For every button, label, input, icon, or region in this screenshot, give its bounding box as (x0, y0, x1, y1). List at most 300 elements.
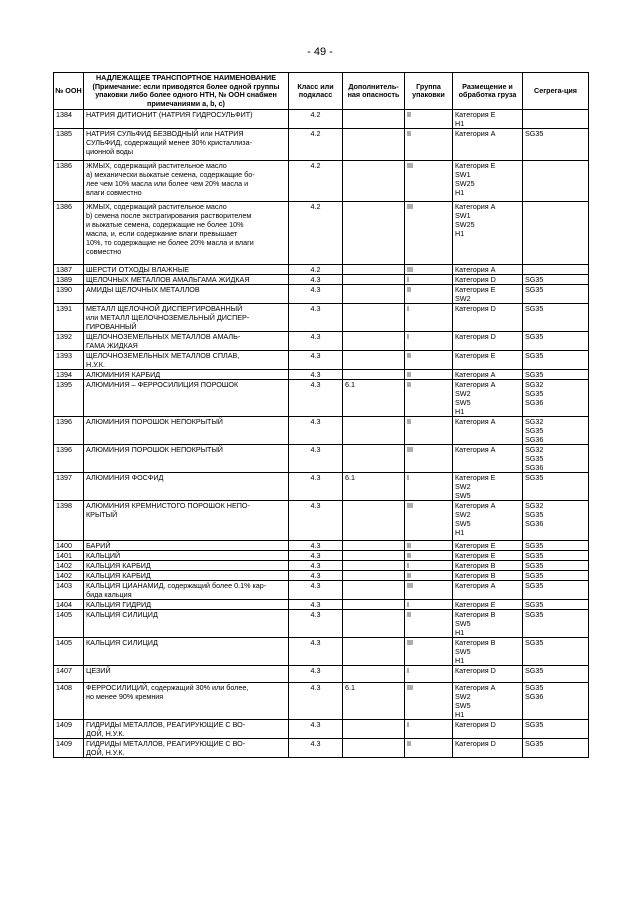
table-row (54, 581, 589, 600)
un-number-cell: 1387 (54, 265, 84, 275)
shipping-name-cell-line: a) механически выжатые семена, содержащие бо- (86, 170, 255, 180)
stowage-cell-line: SW2 (455, 510, 471, 520)
shipping-name-cell (84, 501, 289, 541)
header-subsidiary-risk: Дополнитель-ная опасность (343, 73, 405, 110)
segregation-cell (523, 417, 589, 445)
shipping-name-cell-line: ЖМЫХ, содержащий растительное масло (86, 161, 227, 171)
un-number-cell: 1390 (54, 285, 84, 304)
subsidiary-risk-cell (343, 600, 405, 610)
shipping-name-cell-line: КАЛЬЦИЙ (86, 551, 121, 561)
segregation-cell-line: SG35 (525, 332, 544, 342)
shipping-name-cell-line: АМИДЫ ЩЕЛОЧНЫХ МЕТАЛЛОВ (86, 285, 200, 295)
stowage-cell-line: Категория B (455, 571, 496, 581)
subsidiary-risk-cell (343, 265, 405, 275)
segregation-cell-line: SG35 (525, 129, 544, 139)
table-row (54, 541, 589, 551)
shipping-name-cell-line: Н.У.К. (86, 360, 105, 370)
segregation-cell-line: SG35 (525, 683, 544, 693)
packing-group-cell: II (405, 380, 453, 417)
un-number-cell: 1393 (54, 351, 84, 370)
class-cell: 4.3 (289, 551, 343, 561)
class-cell: 4.2 (289, 265, 343, 275)
header-stowage: Размещение и обработка груза (453, 73, 523, 110)
stowage-cell (453, 275, 523, 285)
un-number-cell: 1394 (54, 370, 84, 380)
packing-group-cell: I (405, 275, 453, 285)
packing-group-cell: II (405, 417, 453, 445)
shipping-name-cell (84, 285, 289, 304)
shipping-name-cell-line: СУЛЬФИД, содержащий менее 30% кристаллиза- (86, 138, 252, 148)
stowage-cell-line: Категория E (455, 161, 496, 171)
stowage-cell-line: Категория D (455, 332, 496, 342)
un-number-cell: 1396 (54, 417, 84, 445)
class-cell: 4.3 (289, 370, 343, 380)
table-row (54, 304, 589, 332)
subsidiary-risk-cell (343, 581, 405, 600)
stowage-cell (453, 161, 523, 202)
stowage-cell-line: Категория E (455, 110, 496, 120)
stowage-cell (453, 541, 523, 551)
stowage-cell (453, 473, 523, 501)
shipping-name-cell (84, 551, 289, 561)
table-row (54, 551, 589, 561)
header-segregation: Сегрега-ция (523, 73, 589, 110)
class-cell: 4.3 (289, 473, 343, 501)
stowage-cell-line: H1 (455, 528, 465, 538)
shipping-name-cell-line: КАЛЬЦИЯ КАРБИД (86, 561, 151, 571)
un-number-cell: 1400 (54, 541, 84, 551)
table-row (54, 571, 589, 581)
packing-group-cell: II (405, 351, 453, 370)
subsidiary-risk-cell (343, 541, 405, 551)
stowage-cell-line: Категория D (455, 720, 496, 730)
segregation-cell (523, 161, 589, 202)
un-number-cell: 1386 (54, 161, 84, 202)
segregation-cell (523, 541, 589, 551)
stowage-cell-line: SW5 (455, 398, 471, 408)
shipping-name-cell (84, 561, 289, 571)
segregation-cell-line: SG35 (525, 666, 544, 676)
stowage-cell (453, 285, 523, 304)
stowage-cell-line: SW5 (455, 647, 471, 657)
packing-group-cell: II (405, 541, 453, 551)
table-body (54, 110, 589, 758)
shipping-name-cell-line: и выжатые семена, содержащие не более 10% (86, 220, 244, 230)
table-row (54, 561, 589, 571)
stowage-cell-line: Категория D (455, 666, 496, 676)
subsidiary-risk-cell (343, 351, 405, 370)
shipping-name-cell-line: НАТРИЯ ДИТИОНИТ (НАТРИЯ ГИДРОСУЛЬФИТ) (86, 110, 253, 120)
shipping-name-cell-line: АЛЮМИНИЯ ПОРОШОК НЕПОКРЫТЫЙ (86, 417, 223, 427)
table-row (54, 285, 589, 304)
un-number-cell: 1392 (54, 332, 84, 351)
stowage-cell (453, 129, 523, 161)
subsidiary-risk-cell (343, 445, 405, 473)
segregation-cell (523, 551, 589, 561)
table-row (54, 161, 589, 202)
segregation-cell-line: SG35 (525, 454, 544, 464)
class-cell: 4.3 (289, 739, 343, 758)
header-packing-group: Группа упаковки (405, 73, 453, 110)
table-row (54, 473, 589, 501)
class-cell: 4.3 (289, 683, 343, 720)
shipping-name-cell (84, 541, 289, 551)
shipping-name-cell (84, 445, 289, 473)
shipping-name-cell (84, 600, 289, 610)
segregation-cell-line: SG32 (525, 501, 544, 511)
shipping-name-cell-line: АЛЮМИНИЯ КРЕМНИСТОГО ПОРОШОК НЕПО- (86, 501, 250, 511)
shipping-name-cell (84, 275, 289, 285)
table-row (54, 501, 589, 541)
segregation-cell-line: SG35 (525, 389, 544, 399)
stowage-cell (453, 720, 523, 739)
shipping-name-cell (84, 739, 289, 758)
un-number-cell: 1386 (54, 202, 84, 265)
subsidiary-risk-cell: 6.1 (343, 380, 405, 417)
segregation-cell-line: SG35 (525, 304, 544, 314)
shipping-name-cell-line: АЛЮМИНИЯ КАРБИД (86, 370, 161, 380)
shipping-name-cell (84, 351, 289, 370)
class-cell: 4.2 (289, 161, 343, 202)
table-row (54, 275, 589, 285)
stowage-cell (453, 581, 523, 600)
shipping-name-cell-line: или МЕТАЛЛ ЩЕЛОЧНОЗЕМЕЛЬНЫЙ ДИСПЕР- (86, 313, 250, 323)
segregation-cell (523, 370, 589, 380)
segregation-cell-line: SG35 (525, 551, 544, 561)
shipping-name-cell-line: масла, и, если содержание влаги превышает (86, 229, 238, 239)
stowage-cell-line: H1 (455, 229, 465, 239)
shipping-name-cell-line: ШЕРСТИ ОТХОДЫ ВЛАЖНЫЕ (86, 265, 190, 275)
shipping-name-cell-line: ЖМЫХ, содержащий растительное масло (86, 202, 227, 212)
stowage-cell-line: H1 (455, 407, 465, 417)
class-cell: 4.3 (289, 541, 343, 551)
class-cell: 4.3 (289, 417, 343, 445)
stowage-cell-line: Категория E (455, 285, 496, 295)
stowage-cell-line: Категория D (455, 275, 496, 285)
class-cell: 4.2 (289, 110, 343, 129)
segregation-cell-line: SG32 (525, 445, 544, 455)
stowage-cell-line: Категория B (455, 561, 496, 571)
subsidiary-risk-cell (343, 202, 405, 265)
shipping-name-cell (84, 161, 289, 202)
table-row (54, 666, 589, 683)
un-number-cell: 1391 (54, 304, 84, 332)
table-row (54, 739, 589, 758)
stowage-cell-line: Категория A (455, 370, 496, 380)
segregation-cell (523, 501, 589, 541)
segregation-cell-line: SG35 (525, 581, 544, 591)
stowage-cell-line: H1 (455, 119, 465, 129)
segregation-cell-line: SG35 (525, 473, 544, 483)
packing-group-cell: I (405, 561, 453, 571)
segregation-cell (523, 561, 589, 571)
class-cell: 4.3 (289, 445, 343, 473)
shipping-name-cell (84, 581, 289, 600)
stowage-cell (453, 110, 523, 129)
un-number-cell: 1395 (54, 380, 84, 417)
un-number-cell: 1408 (54, 683, 84, 720)
shipping-name-cell-line: КРЫТЫЙ (86, 510, 118, 520)
subsidiary-risk-cell (343, 370, 405, 380)
packing-group-cell: III (405, 501, 453, 541)
class-cell: 4.3 (289, 638, 343, 666)
segregation-cell-line: SG35 (525, 285, 544, 295)
segregation-cell (523, 351, 589, 370)
shipping-name-cell (84, 202, 289, 265)
un-number-cell: 1405 (54, 610, 84, 638)
shipping-name-cell-line: КАЛЬЦИЯ ЦИАНАМИД, содержащий более 0.1% кар- (86, 581, 267, 591)
stowage-cell-line: SW2 (455, 294, 471, 304)
stowage-cell (453, 571, 523, 581)
stowage-cell (453, 332, 523, 351)
segregation-cell (523, 380, 589, 417)
stowage-cell-line: SW5 (455, 491, 471, 501)
subsidiary-risk-cell (343, 561, 405, 571)
packing-group-cell: III (405, 638, 453, 666)
segregation-cell (523, 129, 589, 161)
subsidiary-risk-cell (343, 551, 405, 561)
shipping-name-cell (84, 417, 289, 445)
segregation-cell (523, 110, 589, 129)
stowage-cell (453, 739, 523, 758)
segregation-cell-line: SG35 (525, 571, 544, 581)
table-row (54, 638, 589, 666)
un-number-cell: 1405 (54, 638, 84, 666)
segregation-cell (523, 739, 589, 758)
un-number-cell: 1403 (54, 581, 84, 600)
packing-group-cell: II (405, 129, 453, 161)
subsidiary-risk-cell (343, 610, 405, 638)
shipping-name-cell (84, 304, 289, 332)
class-cell: 4.3 (289, 610, 343, 638)
segregation-cell (523, 683, 589, 720)
un-number-cell: 1389 (54, 275, 84, 285)
class-cell: 4.3 (289, 501, 343, 541)
stowage-cell-line: Категория B (455, 610, 496, 620)
segregation-cell-line: SG36 (525, 519, 544, 529)
subsidiary-risk-cell (343, 275, 405, 285)
stowage-cell-line: SW2 (455, 692, 471, 702)
packing-group-cell: I (405, 473, 453, 501)
packing-group-cell: II (405, 551, 453, 561)
shipping-name-cell-line: АЛЮМИНИЯ ФОСФИД (86, 473, 164, 483)
packing-group-cell: III (405, 581, 453, 600)
class-cell: 4.3 (289, 561, 343, 571)
table-row (54, 265, 589, 275)
table-row (54, 683, 589, 720)
shipping-name-cell-line: ДОЙ, Н.У.К. (86, 748, 125, 758)
shipping-name-cell-line: КАЛЬЦИЯ КАРБИД (86, 571, 151, 581)
table-row (54, 332, 589, 351)
subsidiary-risk-cell: 6.1 (343, 473, 405, 501)
shipping-name-cell-line: ГАМА ЖИДКАЯ (86, 341, 138, 351)
segregation-cell-line: SG36 (525, 463, 544, 473)
segregation-cell (523, 610, 589, 638)
segregation-cell-line: SG36 (525, 692, 544, 702)
shipping-name-cell-line: ЩЕЛОЧНОЗЕМЕЛЬНЫХ МЕТАЛЛОВ АМАЛЬ- (86, 332, 241, 342)
shipping-name-cell-line: КАЛЬЦИЯ СИЛИЦИД (86, 610, 158, 620)
stowage-cell (453, 265, 523, 275)
stowage-cell-line: Категория A (455, 445, 496, 455)
packing-group-cell: III (405, 445, 453, 473)
stowage-cell-line: Категория A (455, 417, 496, 427)
shipping-name-cell-line: b) семена после экстрагирования растворителем (86, 211, 252, 221)
stowage-cell (453, 600, 523, 610)
stowage-cell-line: Категория A (455, 501, 496, 511)
shipping-name-cell (84, 610, 289, 638)
shipping-name-cell-line: ЩЕЛОЧНОЗЕМЕЛЬНЫХ МЕТАЛЛОВ СПЛАВ, (86, 351, 240, 361)
stowage-cell (453, 417, 523, 445)
table-row (54, 202, 589, 265)
class-cell: 4.3 (289, 304, 343, 332)
un-number-cell: 1397 (54, 473, 84, 501)
shipping-name-cell-line: БАРИЙ (86, 541, 111, 551)
segregation-cell (523, 275, 589, 285)
stowage-cell-line: Категория A (455, 202, 496, 212)
shipping-name-cell (84, 265, 289, 275)
segregation-cell-line: SG35 (525, 541, 544, 551)
subsidiary-risk-cell (343, 638, 405, 666)
segregation-cell-line: SG35 (525, 561, 544, 571)
segregation-cell-line: SG35 (525, 275, 544, 285)
shipping-name-cell-line: ГИРОВАННЫЙ (86, 322, 137, 332)
stowage-cell-line: SW2 (455, 482, 471, 492)
segregation-cell (523, 473, 589, 501)
subsidiary-risk-cell (343, 161, 405, 202)
un-number-cell: 1401 (54, 551, 84, 561)
segregation-cell (523, 581, 589, 600)
un-number-cell: 1384 (54, 110, 84, 129)
stowage-cell-line: SW2 (455, 389, 471, 399)
packing-group-cell: II (405, 571, 453, 581)
segregation-cell-line: SG35 (525, 600, 544, 610)
stowage-cell-line: SW5 (455, 519, 471, 529)
segregation-cell (523, 600, 589, 610)
segregation-cell-line: SG35 (525, 510, 544, 520)
stowage-cell (453, 561, 523, 571)
shipping-name-cell-line: МЕТАЛЛ ЩЕЛОЧНОЙ ДИСПЕРГИРОВАННЫЙ (86, 304, 243, 314)
stowage-cell-line: SW25 (455, 179, 475, 189)
packing-group-cell: I (405, 304, 453, 332)
segregation-cell (523, 638, 589, 666)
subsidiary-risk-cell (343, 501, 405, 541)
stowage-cell-line: Категория D (455, 739, 496, 749)
segregation-cell (523, 666, 589, 683)
shipping-name-cell-line: АЛЮМИНИЯ ПОРОШОК НЕПОКРЫТЫЙ (86, 445, 223, 455)
stowage-cell-line: SW5 (455, 701, 471, 711)
header-row (54, 73, 589, 110)
segregation-cell-line: SG35 (525, 370, 544, 380)
shipping-name-cell (84, 683, 289, 720)
segregation-cell-line: SG35 (525, 720, 544, 730)
shipping-name-cell (84, 370, 289, 380)
stowage-cell (453, 304, 523, 332)
segregation-cell (523, 285, 589, 304)
header-shipping-name-title: НАДЛЕЖАЩЕЕ ТРАНСПОРТНОЕ НАИМЕНОВАНИЕ (95, 73, 277, 82)
packing-group-cell: II (405, 285, 453, 304)
segregation-cell (523, 265, 589, 275)
packing-group-cell: III (405, 265, 453, 275)
table-row (54, 445, 589, 473)
stowage-cell-line: Категория E (455, 351, 496, 361)
table-row (54, 351, 589, 370)
class-cell: 4.3 (289, 285, 343, 304)
segregation-cell (523, 304, 589, 332)
packing-group-cell: II (405, 370, 453, 380)
table-row (54, 720, 589, 739)
class-cell: 4.3 (289, 666, 343, 683)
stowage-cell-line: Категория A (455, 129, 496, 139)
stowage-cell (453, 638, 523, 666)
stowage-cell (453, 551, 523, 561)
shipping-name-cell-line: ДОЙ, Н.У.К. (86, 729, 125, 739)
segregation-cell-line: SG32 (525, 380, 544, 390)
table-row (54, 370, 589, 380)
segregation-cell-line: SG35 (525, 739, 544, 749)
packing-group-cell: III (405, 683, 453, 720)
un-number-cell: 1409 (54, 739, 84, 758)
table-row (54, 417, 589, 445)
stowage-cell-line: Категория A (455, 683, 496, 693)
stowage-cell (453, 683, 523, 720)
shipping-name-cell-line: ционной воды (86, 147, 134, 157)
stowage-cell-line: Категория A (455, 380, 496, 390)
shipping-name-cell-line: лее чем 10% масла или более чем 20% масла и (86, 179, 249, 189)
stowage-cell-line: H1 (455, 628, 465, 638)
segregation-cell-line: SG35 (525, 426, 544, 436)
class-cell: 4.3 (289, 581, 343, 600)
subsidiary-risk-cell (343, 129, 405, 161)
stowage-cell (453, 610, 523, 638)
shipping-name-cell-line: но менее 90% кремния (86, 692, 164, 702)
class-cell: 4.3 (289, 275, 343, 285)
stowage-cell-line: SW5 (455, 619, 471, 629)
packing-group-cell: II (405, 110, 453, 129)
class-cell: 4.3 (289, 720, 343, 739)
shipping-name-cell (84, 473, 289, 501)
subsidiary-risk-cell (343, 304, 405, 332)
un-number-cell: 1385 (54, 129, 84, 161)
class-cell: 4.2 (289, 129, 343, 161)
segregation-cell-line: SG35 (525, 610, 544, 620)
class-cell: 4.3 (289, 332, 343, 351)
shipping-name-cell (84, 332, 289, 351)
segregation-cell (523, 332, 589, 351)
table-row (54, 600, 589, 610)
stowage-cell-line: SW1 (455, 211, 471, 221)
shipping-name-cell (84, 666, 289, 683)
header-shipping-name-note: (Примечание: если приводятся более одной группы упаковки либо более одного НТН, № ООН снабжен примечаниями a, b, c) (92, 81, 280, 108)
shipping-name-cell (84, 720, 289, 739)
stowage-cell-line: Категория B (455, 638, 496, 648)
dangerous-goods-table (53, 72, 589, 758)
packing-group-cell: I (405, 332, 453, 351)
stowage-cell-line: Категория A (455, 581, 496, 591)
un-number-cell: 1404 (54, 600, 84, 610)
un-number-cell: 1402 (54, 571, 84, 581)
shipping-name-cell-line: совместно (86, 247, 122, 257)
subsidiary-risk-cell: 6.1 (343, 683, 405, 720)
shipping-name-cell (84, 129, 289, 161)
packing-group-cell: I (405, 600, 453, 610)
segregation-cell-line: SG32 (525, 417, 544, 427)
stowage-cell-line: Категория A (455, 265, 496, 275)
shipping-name-cell-line: КАЛЬЦИЯ ГИДРИД (86, 600, 151, 610)
stowage-cell (453, 380, 523, 417)
shipping-name-cell-line: ГИДРИДЫ МЕТАЛЛОВ, РЕАГИРУЮЩИЕ С ВО- (86, 739, 246, 749)
subsidiary-risk-cell (343, 417, 405, 445)
un-number-cell: 1409 (54, 720, 84, 739)
